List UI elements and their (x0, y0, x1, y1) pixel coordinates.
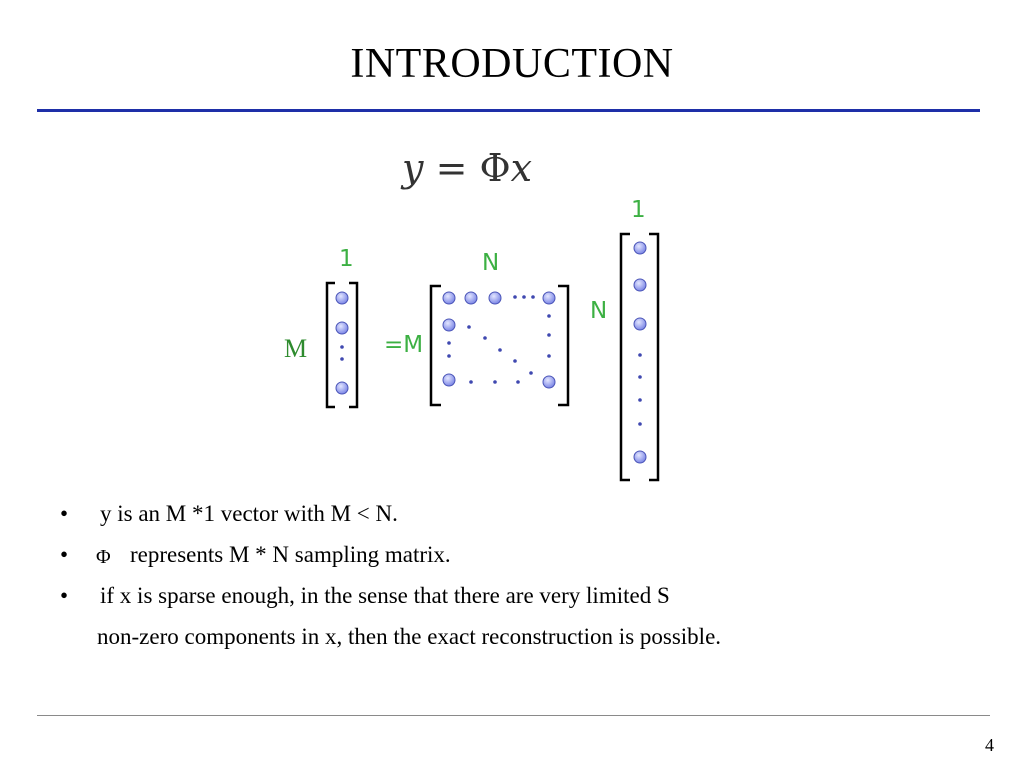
bullet-text: if x is sparse enough, in the sense that there are very limited S (100, 583, 670, 608)
y-vector-left-bracket (327, 283, 335, 407)
matrix-left-bracket (431, 286, 441, 405)
equation-x: x (510, 146, 533, 190)
matrix-right-bracket (558, 286, 568, 405)
matrix-dot (443, 319, 455, 331)
matrix-dot (465, 292, 477, 304)
x-vector (590, 197, 658, 480)
matrix-ellipsis-dot (467, 325, 471, 329)
matrix-row-label: =M (384, 332, 424, 358)
x-vector-dot (634, 451, 646, 463)
x-vector-right-bracket (649, 234, 658, 480)
bullet-marker: • (60, 542, 69, 567)
x-vector-row-label: N (590, 298, 608, 324)
y-vector-row-label: M (284, 334, 308, 363)
x-vector-ellipsis-dot (638, 375, 642, 379)
page-number: 4 (985, 735, 994, 755)
matrix-ellipsis-dot (513, 359, 517, 363)
matrix-ellipsis-dot (513, 295, 517, 299)
matrix-dot (443, 292, 455, 304)
x-vector-left-bracket (621, 234, 630, 480)
phi-symbol: Φ (96, 546, 111, 568)
matrix-ellipsis-dot (547, 354, 551, 358)
x-vector-dot (634, 242, 646, 254)
y-vector-ellipsis-dot (340, 345, 344, 349)
y-vector-ellipsis-dot (340, 357, 344, 361)
matrix-ellipsis-dot (493, 380, 497, 384)
x-vector-col-label: 1 (631, 197, 646, 223)
matrix-ellipsis-dot (483, 336, 487, 340)
bullet-item (60, 537, 1000, 578)
x-vector-dot (634, 279, 646, 291)
matrix-ellipsis-dot (516, 380, 520, 384)
x-vector-ellipsis-dot (638, 422, 642, 426)
matrix-ellipsis-dot (447, 341, 451, 345)
matrix-ellipsis-dot (547, 333, 551, 337)
bullet-text: y is an M *1 vector with M < N. (100, 501, 398, 526)
x-vector-ellipsis-dot (638, 398, 642, 402)
bullet-marker: • (60, 501, 69, 526)
matrix-ellipsis-dot (498, 348, 502, 352)
y-vector-dot (336, 292, 348, 304)
matrix-ellipsis-dot (529, 371, 533, 375)
equation-equals: = (435, 146, 468, 190)
y-vector-dot (336, 322, 348, 334)
matrix-ellipsis-dot (469, 380, 473, 384)
matrix-ellipsis-dot (522, 295, 526, 299)
x-vector-ellipsis-dot (638, 353, 642, 357)
phi-matrix (384, 250, 568, 405)
y-vector-col-label: 1 (339, 246, 354, 272)
equation-phi: Φ (479, 146, 511, 190)
bullet-item (60, 496, 1000, 537)
bullet-list (60, 496, 1000, 660)
matrix-ellipsis-dot (447, 354, 451, 358)
y-vector-right-bracket (349, 283, 357, 407)
slide-title: INTRODUCTION (350, 41, 674, 87)
y-vector (284, 246, 357, 407)
bullet-text: non-zero components in x, then the exact reconstruction is possible. (97, 624, 722, 649)
equation-y: y (402, 146, 424, 190)
matrix-dot (543, 376, 555, 388)
y-vector-dot (336, 382, 348, 394)
bullet-text: represents M * N sampling matrix. (130, 542, 451, 567)
matrix-ellipsis-dot (547, 314, 551, 318)
matrix-dot (443, 374, 455, 386)
matrix-dot (489, 292, 501, 304)
matrix-col-label: N (482, 250, 500, 276)
footer-divider (37, 715, 990, 716)
bullet-item (60, 578, 1000, 619)
x-vector-dot (634, 318, 646, 330)
matrix-ellipsis-dot (531, 295, 535, 299)
matrix-dot (543, 292, 555, 304)
bullet-continuation (60, 619, 1000, 660)
bullet-marker: • (60, 583, 69, 608)
